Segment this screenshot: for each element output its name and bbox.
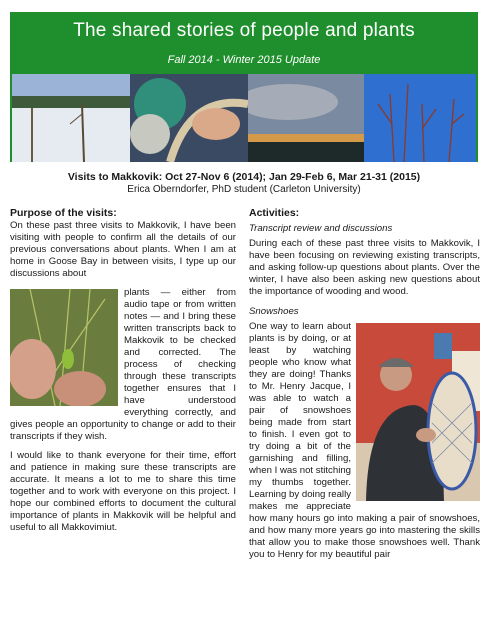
photo-weaving-hands bbox=[130, 74, 248, 162]
photo-frozen-lake bbox=[12, 74, 130, 162]
right-column bbox=[249, 207, 480, 568]
transcript-subheading: Transcript review and discussions bbox=[249, 223, 393, 234]
visit-dates: Visits to Makkovik: Oct 27-Nov 6 (2014); Jan 29-Feb 6, Mar 21-31 (2015) bbox=[67, 171, 421, 183]
newsletter-subtitle: Fall 2014 - Winter 2015 Update bbox=[167, 54, 321, 66]
transcript-paragraph: During each of these past three visits to Makkovik, I have been focusing on reviewing existing transcripts, and asking follow-up questions about plants. Over the winter, I have also been asking new questions about the importance of wooding and wood. bbox=[249, 238, 480, 297]
purpose-paragraph-1a: On these past three visits to Makkovik, I have been visiting with people to confirm all the details of our previous conversations about plants. When I am at home in Goose Bay in between visits, I type up our discussions about bbox=[10, 220, 236, 279]
photo-plant-hands bbox=[10, 289, 118, 406]
photo-strip bbox=[12, 74, 476, 162]
author-line: Erica Oberndorfer, PhD student (Carleton University) bbox=[127, 184, 361, 195]
photo-snowshoe-maker bbox=[356, 323, 480, 501]
activities-heading: Activities: bbox=[249, 207, 300, 219]
photo-winter-shrubs bbox=[364, 74, 476, 162]
snowshoes-subheading: Snowshoes bbox=[249, 306, 299, 317]
left-column bbox=[10, 207, 236, 541]
thanks-paragraph: I would like to thank everyone for their time, effort and patience in making sure these transcripts are accurate. It means a lot to me to share this time together and to work with everyone on this project. I hope our combined efforts to document the cultural importance of plants in Makkovik will be helpful and useful to all Makkovimiut. bbox=[10, 450, 236, 533]
snowshoes-paragraph: One way to learn about plants is by doing, or at least by watching people who know what they are doing! Thanks to Mr. Henry Jacque, I was able to watch a pair of snowshoes being made from start to finish. I even got to try doing a bit of the garnishing and filling, when I was not stitching my thumbs together. Learning by doing really makes me appreciate how many hours go into making a pair of snowshoes, and how many more years go into mastering the skills that allow you to make those snowshoes well. Thank you to Henry for my beautiful pair bbox=[249, 321, 480, 560]
header-banner bbox=[10, 12, 478, 162]
purpose-heading: Purpose of the visits: bbox=[10, 207, 117, 219]
purpose-paragraph-1b: plants — either from audio tape or from written notes — and I bring these written transcripts back to Makkovik to be checked and corrected. The process of checking through these transcripts together ensures that I have understood everything correctly, and gives people an opportunity to change or add to their transcripts if they wish. bbox=[10, 287, 236, 442]
photo-sunset-sky bbox=[248, 74, 364, 162]
newsletter-title: The shared stories of people and plants bbox=[73, 20, 415, 41]
